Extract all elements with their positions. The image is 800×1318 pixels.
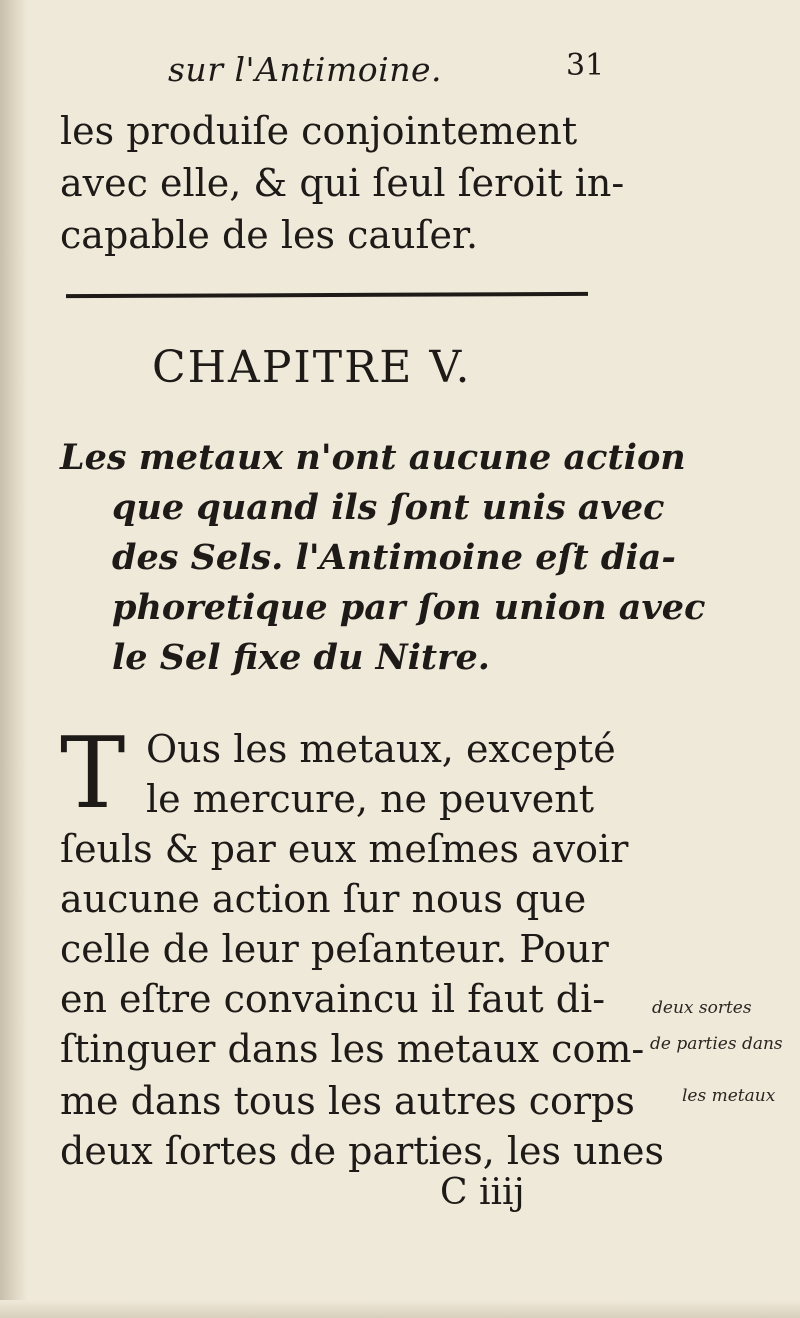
running-title: sur l'Antimoine. — [168, 50, 442, 89]
margin-note-line-3: les metaux — [682, 1086, 776, 1106]
section-rule — [66, 292, 588, 298]
body-line-3: ſeuls & par eux meſmes avoir — [60, 827, 629, 871]
page-number: 31 — [566, 48, 605, 83]
chapter-summary-line-5: le Sel fixe du Nitre. — [112, 637, 490, 678]
binding-edge — [0, 0, 28, 1318]
top-paragraph-line-1: les produiſe conjointement — [60, 109, 578, 153]
body-line-8: me dans tous les autres corps — [60, 1079, 635, 1123]
top-paragraph-line-3: capable de les cauſer. — [60, 213, 479, 257]
chapter-summary-line-4: phoretique par ſon union avec — [112, 587, 706, 628]
body-line-5: celle de leur peſanteur. Pour — [60, 927, 609, 971]
margin-note-line-1: deux sortes — [652, 998, 752, 1018]
drop-capital: T — [60, 717, 126, 831]
body-line-7: ſtinguer dans les metaux com- — [60, 1027, 645, 1071]
body-line-6: en eſtre convaincu il faut di- — [60, 977, 606, 1021]
chapter-summary-line-3: des Sels. l'Antimoine eſt dia- — [112, 537, 676, 578]
page-bottom-edge — [0, 1300, 800, 1318]
margin-note-line-2: de parties dans — [650, 1034, 783, 1054]
body-line-9: deux ſortes de parties, les unes — [60, 1129, 665, 1173]
body-line-1: Ous les metaux, excepté — [146, 727, 616, 771]
chapter-summary-line-1: Les metaux n'ont aucune action — [60, 437, 686, 478]
chapter-heading: CHAPITRE V. — [152, 342, 472, 393]
chapter-summary-line-2: que quand ils ſont unis avec — [112, 487, 665, 528]
catchword: C iiij — [440, 1172, 525, 1213]
body-line-4: aucune action ſur nous que — [60, 877, 587, 921]
body-line-2: le mercure, ne peuvent — [146, 777, 595, 821]
top-paragraph-line-2: avec elle, & qui ſeul ſeroit in- — [60, 161, 625, 205]
